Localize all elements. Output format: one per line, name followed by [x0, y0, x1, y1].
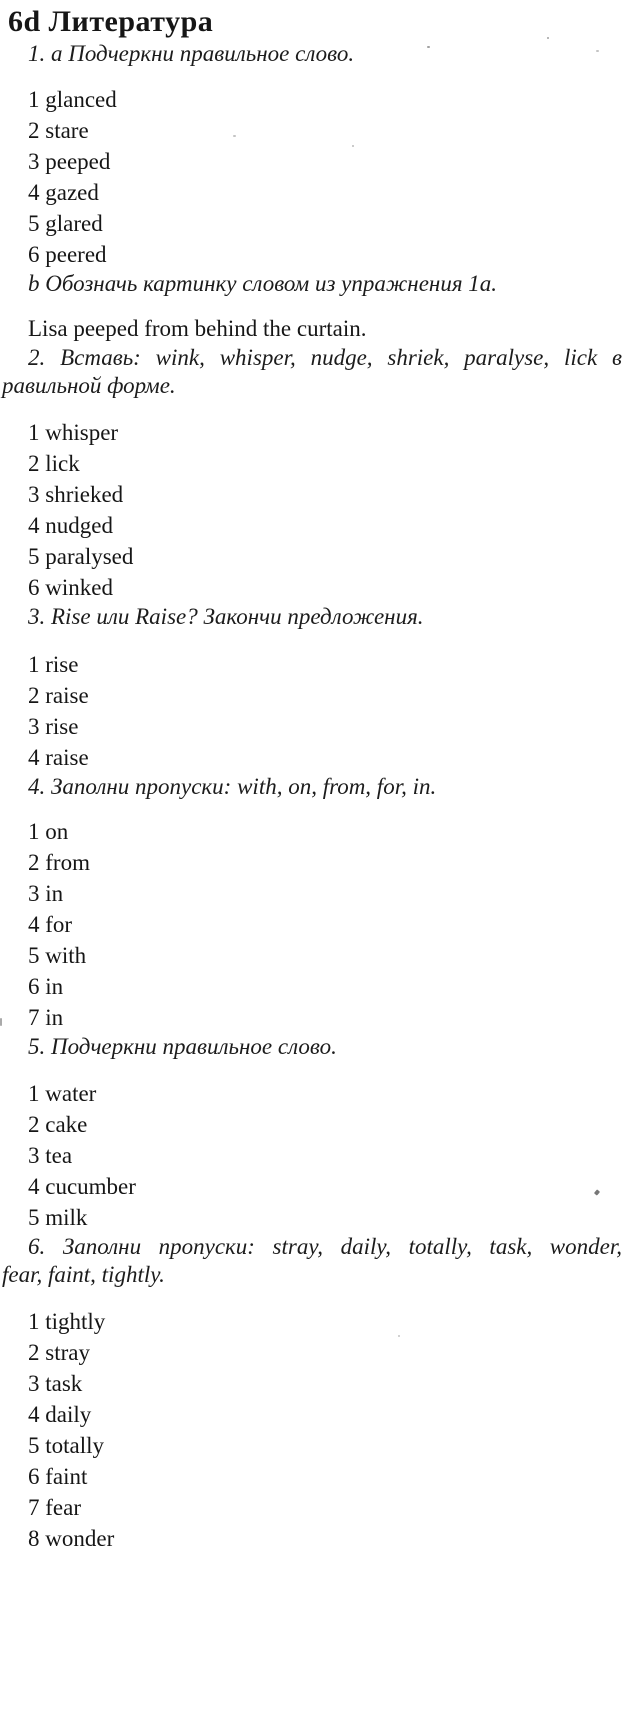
scan-artifact	[352, 145, 354, 147]
exercise-1a-answers	[0, 84, 632, 270]
exercise-5	[0, 1033, 632, 1233]
answer-line: 5 glared	[28, 211, 103, 236]
exercise-3-answers	[0, 649, 632, 773]
answer-line: 4 cucumber	[28, 1174, 136, 1199]
answer-line: 7 in	[28, 1005, 64, 1030]
answer-line: 5 totally	[28, 1433, 105, 1458]
answer-line: 2 from	[28, 850, 90, 875]
answer-line: 2 raise	[28, 683, 89, 708]
scan-artifact	[0, 1018, 2, 1026]
scan-artifact	[547, 37, 549, 39]
exercise-3-heading: 3. Rise или Raise? Закончи предложения.	[28, 604, 424, 629]
exercise-1b	[0, 270, 632, 344]
answer-line: 3 peeped	[28, 149, 111, 174]
answer-line: 2 cake	[28, 1112, 88, 1137]
answer-line: 5 with	[28, 943, 87, 968]
answer-line: 4 gazed	[28, 180, 99, 205]
answer-line: 2 stray	[28, 1340, 90, 1365]
scan-artifact	[398, 1335, 400, 1337]
exercise-6-heading-line-2: fear, faint, tightly.	[2, 1262, 165, 1287]
answer-line: 1 tightly	[28, 1309, 106, 1334]
scan-artifact	[427, 46, 430, 48]
answer-line: 4 raise	[28, 745, 89, 770]
exercise-4-answers	[0, 816, 632, 1033]
answer-line: 6 peered	[28, 242, 107, 267]
exercise-6	[0, 1233, 632, 1554]
answer-line: 6 faint	[28, 1464, 88, 1489]
answer-line: 5 milk	[28, 1205, 88, 1230]
answer-line: 6 in	[28, 974, 64, 999]
scan-artifact	[596, 50, 599, 52]
exercise-1a-heading: 1. а Подчеркни правильное слово.	[28, 41, 355, 66]
exercise-6-answers	[0, 1306, 632, 1554]
answer-line: 1 whisper	[28, 420, 119, 445]
answer-line: 1 on	[28, 819, 69, 844]
answer-line: 3 rise	[28, 714, 79, 739]
scan-artifact	[233, 135, 236, 137]
exercise-1b-answers	[0, 313, 632, 344]
answer-line: 5 paralysed	[28, 544, 134, 569]
answer-line: 3 in	[28, 881, 64, 906]
page-title: 6d Литература	[8, 5, 214, 38]
exercise-1a	[0, 40, 632, 270]
exercise-1b-heading: b Обозначь картинку словом из упражнения 1а.	[28, 271, 498, 296]
answer-line: 4 nudged	[28, 513, 113, 538]
exercise-2-heading-line-2: равильной форме.	[2, 373, 176, 398]
exercise-4-heading: 4. Заполни пропуски: with, on, from, for, in.	[28, 774, 437, 799]
answer-line: 1 rise	[28, 652, 79, 677]
answer-line: 8 wonder	[28, 1526, 115, 1551]
answer-line: 1 glanced	[28, 87, 117, 112]
exercise-5-heading: 5. Подчеркни правильное слово.	[28, 1034, 337, 1059]
answer-line: 3 shrieked	[28, 482, 124, 507]
answer-line: Lisa peeped from behind the curtain.	[28, 316, 367, 341]
answer-line: 4 for	[28, 912, 73, 937]
exercise-2	[0, 344, 632, 603]
exercise-5-answers	[0, 1078, 632, 1233]
scanned-answer-page	[0, 4, 632, 1730]
exercise-6-heading-line-1: 6. Заполни пропуски: stray, daily, totally, task, wonder,	[28, 1234, 622, 1259]
answer-line: 3 task	[28, 1371, 83, 1396]
answer-line: 6 winked	[28, 575, 113, 600]
exercise-4	[0, 773, 632, 1033]
answer-line: 4 daily	[28, 1402, 92, 1427]
answer-line: 1 water	[28, 1081, 97, 1106]
answer-line: 7 fear	[28, 1495, 81, 1520]
answer-line: 2 lick	[28, 451, 80, 476]
exercise-3	[0, 603, 632, 773]
exercise-2-heading-line-1: 2. Вставь: wink, whisper, nudge, shriek, paralyse, lick в	[28, 345, 622, 370]
exercise-2-answers	[0, 417, 632, 603]
answer-line: 3 tea	[28, 1143, 73, 1168]
answer-line: 2 stare	[28, 118, 89, 143]
